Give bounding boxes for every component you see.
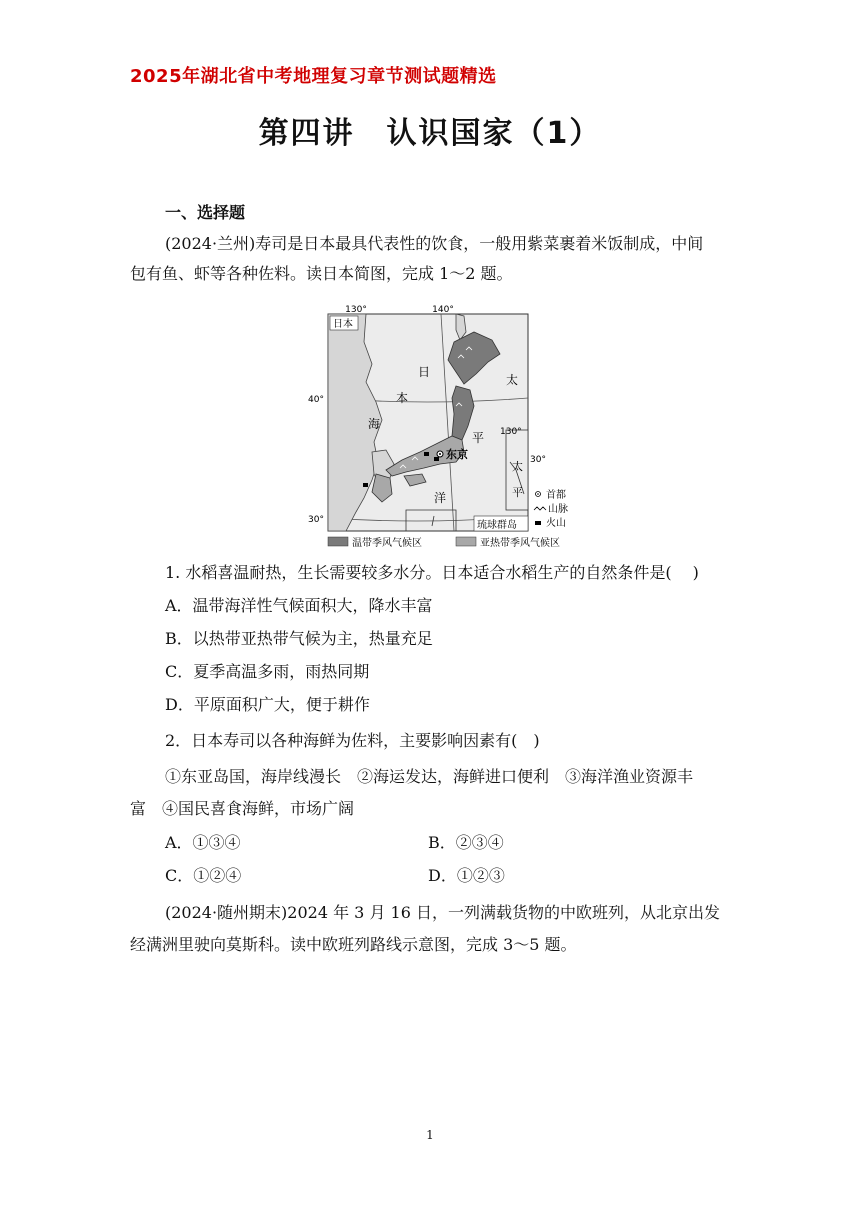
volcano-mark [424,452,429,456]
sea-char-3: 海 [368,417,381,431]
lat-30-left-label: 30° [308,515,324,525]
legend-subtropical: 亚热带季风气候区 [480,538,560,549]
q2-stem: 2．日本寿司以各种海鲜为佐料，主要影响因素有( ) [165,731,540,750]
q1-option-a: A．温带海洋性气候面积大，降水丰富 [165,596,433,615]
legend-mountain: 山脉 [548,504,568,515]
q2-option-c: C．①②④ [165,866,242,885]
ocean-char-1: 太 [506,373,519,387]
lon-140-label: 140° [432,305,454,315]
q1-option-d: D．平原面积广大，便于耕作 [165,695,370,714]
country-label: 日本 [333,319,353,330]
legend-temperate: 温带季风气候区 [352,538,422,549]
intro1-line2: 包有鱼、虾等各种佐料。读日本简图，完成 1～2 题。 [130,264,513,283]
intro2-line2: 经满洲里驶向莫斯科。读中欧班列路线示意图，完成 3～5 题。 [130,935,577,954]
q1-option-c: C．夏季高温多雨，雨热同期 [165,662,370,681]
sea-char-1: 日 [418,365,431,379]
intro2-line1: (2024·随州期末)2024 年 3 月 16 日，一列满载货物的中欧班列，从北京出发 [165,903,720,922]
lesson-title: 第四讲 认识国家（1） [258,116,602,151]
volcano-mark [363,483,368,487]
inset-lon-130-label: 130° [500,427,522,437]
ocean-char-3: 洋 [434,491,447,505]
japan-map [306,302,596,554]
page-number: 1 [426,1128,434,1142]
sea-char-2: 本 [396,391,409,405]
islands-label: 琉球群岛 [477,520,517,531]
capital-label: 东京 [446,448,468,461]
inset-ocean-char-1: 太 [512,460,523,473]
q1-option-b: B．以热带亚热带气候为主，热量充足 [165,629,433,648]
section-heading: 一、选择题 [165,203,246,222]
lat-40-label: 40° [308,395,324,405]
lon-130-label: 130° [345,305,367,315]
q2-option-a: A．①③④ [165,833,241,852]
q2-option-d: D．①②③ [428,866,505,885]
legend-volcano: 火山 [546,518,566,529]
inset-ocean-char-2: 平 [512,486,523,499]
ocean-char-2: 平 [472,431,485,445]
q2-opts-line2: 富 ④国民喜食海鲜，市场广阔 [130,799,355,818]
q2-option-b: B．②③④ [428,833,504,852]
japan-map-figure [306,302,596,558]
volcano-mark [434,457,439,461]
intro1-line1: (2024·兰州)寿司是日本最具代表性的饮食，一般用紫菜裹着米饭制成，中间 [165,234,704,253]
q1-stem: 1. 水稻喜温耐热，生长需要较多水分。日本适合水稻生产的自然条件是( ) [165,563,699,582]
document-header: 2025年湖北省中考地理复习章节测试题精选 [130,66,497,87]
lat-30-right-label: 30° [530,455,546,465]
legend-capital: 首都 [546,490,566,501]
q2-opts-line1: ①东亚岛国，海岸线漫长 ②海运发达，海鲜进口便利 ③海洋渔业资源丰 [165,767,694,786]
